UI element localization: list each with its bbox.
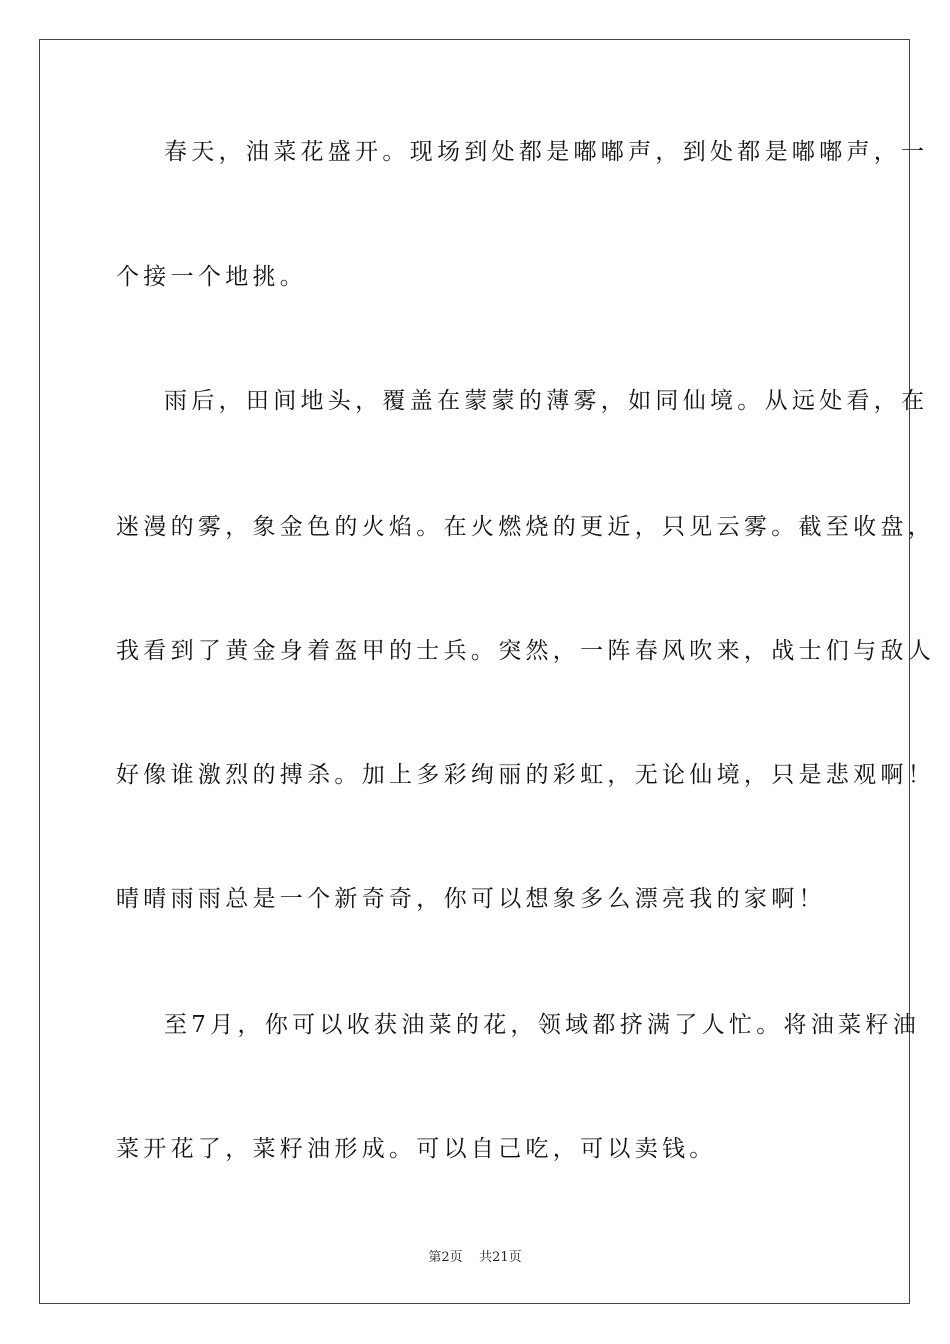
paragraph-1-line-1: 春天，油菜花盛开。现场到处都是嘟嘟声，到处都是嘟嘟声，一	[164, 139, 929, 165]
page-total: 共21页	[479, 1250, 522, 1265]
page-number: 第2页	[428, 1250, 463, 1265]
paragraph-2-line-1: 雨后，田间地头，覆盖在蒙蒙的薄雾，如同仙境。从远处看，在	[164, 388, 929, 414]
paragraph-2-line-5: 晴晴雨雨总是一个新奇奇，你可以想象多么漂亮我的家啊！	[116, 886, 826, 912]
paragraph-2-line-4: 好像谁激烈的搏杀。加上多彩绚丽的彩虹，无论仙境，只是悲观啊！	[116, 762, 935, 788]
paragraph-2-line-3: 我看到了黄金身着盔甲的士兵。突然，一阵春风吹来，战士们与敌人	[116, 638, 935, 664]
page-border	[39, 39, 935, 1304]
paragraph-2-line-2: 迷漫的雾，象金色的火焰。在火燃烧的更近，只见云雾。截至收盘，	[116, 514, 935, 540]
paragraph-1-line-2: 个接一个地挑。	[116, 264, 308, 290]
paragraph-3-line-1: 至7月，你可以收获油菜的花，领域都挤满了人忙。将油菜籽油	[164, 1012, 921, 1038]
page-footer	[0, 1249, 950, 1267]
paragraph-3-line-2: 菜开花了，菜籽油形成。可以自己吃，可以卖钱。	[116, 1136, 717, 1162]
